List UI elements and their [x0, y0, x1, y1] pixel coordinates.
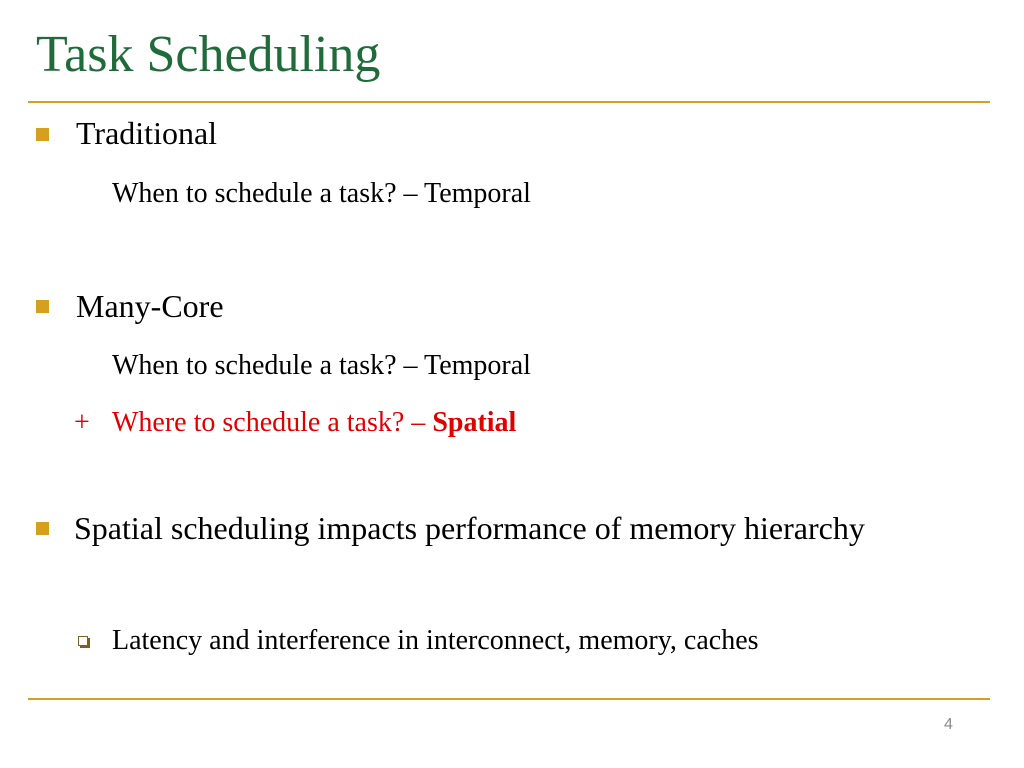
bullet-traditional: Traditional: [76, 115, 218, 151]
sub-point-spatial: [74, 406, 516, 440]
sub-point-latency: Latency and interference in interconnect, memory, caches: [112, 625, 759, 656]
spatial-emphasis: Spatial: [432, 407, 517, 438]
sub-point-temporal-2: When to schedule a task? – Temporal: [112, 350, 531, 381]
sub-point-temporal-1: When to schedule a task? – Temporal: [112, 178, 531, 209]
plus-icon: +: [74, 407, 90, 438]
page-number: 4: [944, 716, 953, 733]
bullet-many-core: Many-Core: [76, 288, 224, 324]
hollow-square-bullet-icon: [78, 636, 88, 646]
bullet-spatial-scheduling: Spatial scheduling impacts performance of memory hierarchy: [74, 510, 865, 546]
slide-title: Task Scheduling: [36, 26, 381, 83]
square-bullet-icon: [36, 128, 49, 141]
square-bullet-icon: [36, 300, 49, 313]
title-divider: [28, 101, 990, 103]
footer-divider: [28, 698, 990, 700]
spatial-question: Where to schedule a task? –: [112, 407, 433, 438]
square-bullet-icon: [36, 522, 49, 535]
